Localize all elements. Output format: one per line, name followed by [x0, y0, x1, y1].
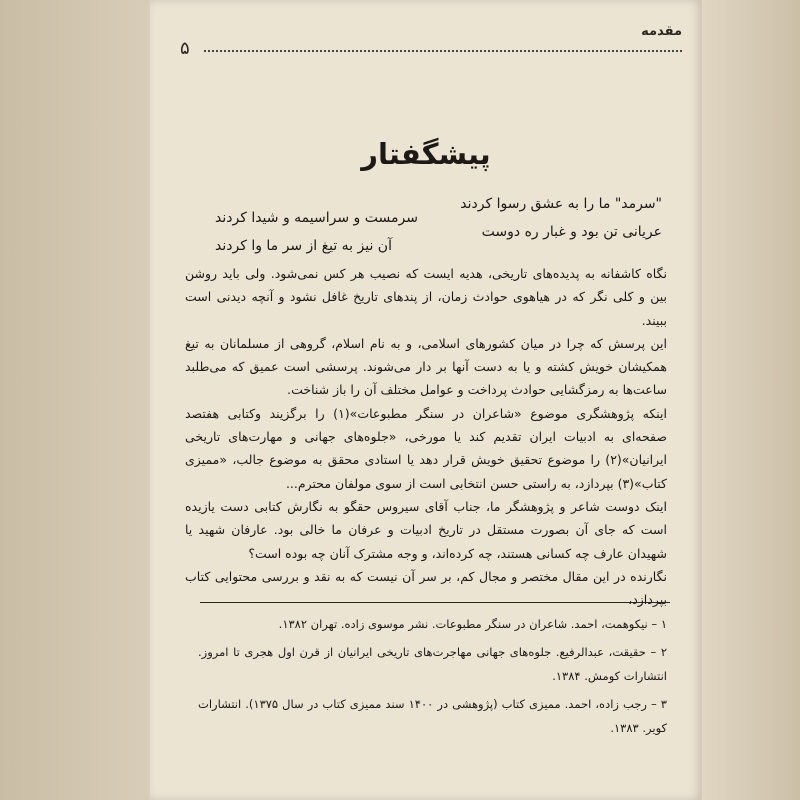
running-head-title: مقدمه	[641, 24, 682, 39]
running-head-dotted-line	[204, 50, 682, 52]
body-text	[185, 262, 667, 611]
footnote-separator	[200, 602, 670, 603]
paragraph: این پرسش که چرا در میان کشورهای اسلامی، و به نام اسلام، گروهی از مسلمانان به تیغ همکیشان خویش کشته و یا به دست آنها بر دار می‌شوند. پرسشی است عمیق که می‌طلبد ساعت‌ها به رمزگشایی حوادث پرداخت و عوامل مختلف آن را باز شناخت.	[185, 335, 667, 398]
poem-line: سرمست و سراسیمه و شیدا کردند	[215, 210, 418, 226]
footnote: ۲ – حقیقت، عبدالرفیع. جلوه‌های جهانی مهاجرت‌های تاریخی ایرانیان از قرن اول هجری تا امروز. انتشارات کومش. ۱۳۸۴.	[198, 645, 667, 683]
book-page	[150, 0, 702, 800]
poem-line: آن نیز به تیغ از سر ما وا کردند	[215, 238, 392, 254]
footnote: ۳ – رجب زاده، احمد. ممیزی کتاب (پژوهشی در ۱۴۰۰ سند ممیزی کتاب در سال ۱۳۷۵). انتشارات کویر. ۱۳۸۳.	[198, 697, 667, 735]
footnotes	[198, 612, 667, 744]
background-left	[0, 0, 150, 800]
footnote: ۱ – نیکوهمت، احمد. شاعران در سنگر مطبوعات. نشر موسوی زاده. تهران ۱۳۸۲.	[278, 617, 667, 631]
poem-line: عریانی تن بود و غبار ره دوست	[481, 224, 662, 240]
epigraph-poem	[215, 196, 662, 266]
page-heading: پیشگفتار	[361, 137, 491, 171]
paragraph: نگاه کاشفانه به پدیده‌های تاریخی، هدیه ایست که نصیب هر کس نمی‌شود. ولی باید روشن بین و کلی نگر که در هیاهوی حوادث زمان، از پندهای تاریخ غافل نشود و آنچه دیدنی است ببیند.	[185, 266, 667, 328]
paragraph: اینکه پژوهشگری موضوع «شاعران در سنگر مطبوعات»(۱) را برگزیند وکتابی هفتصد صفحه‌ای به ادبیات ایران تقدیم کند یا مورخی، «جلوه‌های جهانی و مهارت‌های تاریخی ایرانیان»(۲) را موضوع تحقیق خویش قرار دهد یا استادی محقق به موضوع جالب، «ممیزی کتاب»(۳) بپردازد، به راستی حسن انتخابی است از سوی مولفان محترم...	[185, 405, 668, 491]
poem-line: "سرمد" ما را به عشق رسوا کردند	[460, 196, 662, 212]
page-number: ۵	[180, 38, 190, 59]
running-head	[180, 24, 682, 64]
paragraph: اینک دوست شاعر و پژوهشگر ما، جناب آقای سیروس حقگو به نگارش کتابی دست یازیده است که جای آن بصورت مستقل در تاریخ ادبیات و عرفان ما خالی بود. عارفان شهید یا شهیدان عارف چه کسانی هستند، چه کرده‌اند، و وجه مشترک آنان چه بوده است؟	[185, 498, 667, 561]
paragraph: نگارنده در این مقال مختصر و مجال کم، بر سر آن نیست که به نقد و بررسی محتوایی کتاب بپردازد،	[185, 568, 667, 608]
background-right	[702, 0, 800, 800]
